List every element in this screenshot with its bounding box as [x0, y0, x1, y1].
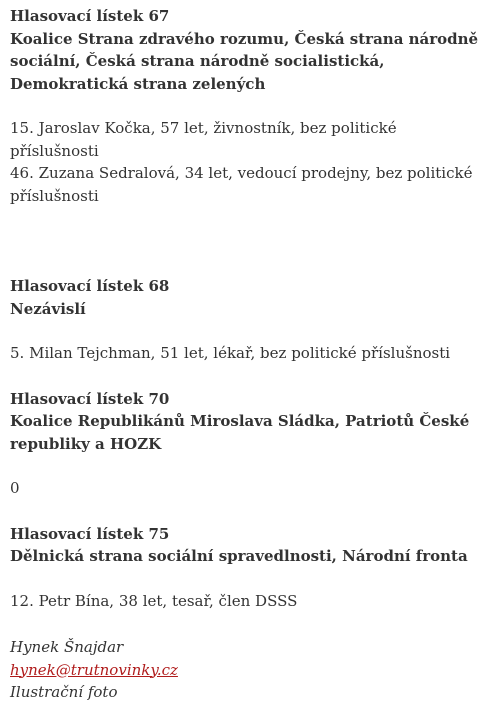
ballot-heading: [10, 5, 480, 95]
author-email-link[interactable]: hynek@trutnovinky.cz: [10, 660, 178, 679]
candidate-item: 46. Zuzana Sedralová, 34 let, vedoucí prodejny, bez politické příslušnosti: [10, 164, 473, 205]
ballot-number: Hlasovací lístek 75: [10, 524, 170, 543]
ballot-party: Koalice Republikánů Miroslava Sládka, Patriotů České republiky a HOZK: [10, 412, 470, 453]
ballot-heading: [10, 388, 480, 456]
article-credits: [10, 636, 480, 704]
ballot-number: Hlasovací lístek 67: [10, 7, 170, 25]
candidate-item: 12. Petr Bína, 38 let, tesař, člen DSSS: [10, 591, 298, 610]
ballot-heading: [10, 523, 480, 568]
candidate-item: 0: [10, 479, 20, 497]
author-name: Hynek Šnajdar: [10, 638, 124, 656]
candidate-list: [10, 477, 480, 500]
candidate-list: [10, 342, 480, 365]
candidate-list: [10, 117, 480, 207]
ballot-party: Koalice Strana zdravého rozumu, Česká strana národně sociální, Česká strana národně socialistická, Demokratická strana zelených: [10, 29, 479, 93]
candidate-list: [10, 590, 480, 613]
ballot-party: Dělnická strana sociální spravedlnosti, Národní fronta: [10, 547, 468, 565]
spacer: [10, 365, 480, 388]
photo-caption: Ilustrační foto: [10, 683, 118, 701]
ballot-party: Nezávislí: [10, 299, 86, 318]
ballot-68: [10, 275, 480, 365]
ballot-number: Hlasovací lístek 70: [10, 389, 170, 408]
spacer: [10, 612, 480, 636]
ballot-number: Hlasovací lístek 68: [10, 277, 170, 295]
ballot-67: [10, 5, 480, 207]
spacer: [10, 500, 480, 523]
ballot-70: [10, 388, 480, 500]
spacer: [10, 207, 480, 275]
candidate-item: 15. Jaroslav Kočka, 57 let, živnostník, bez politické příslušnosti: [10, 119, 397, 160]
ballot-75: [10, 523, 480, 613]
ballot-heading: [10, 275, 480, 320]
candidate-item: 5. Milan Tejchman, 51 let, lékař, bez politické příslušnosti: [10, 344, 451, 362]
